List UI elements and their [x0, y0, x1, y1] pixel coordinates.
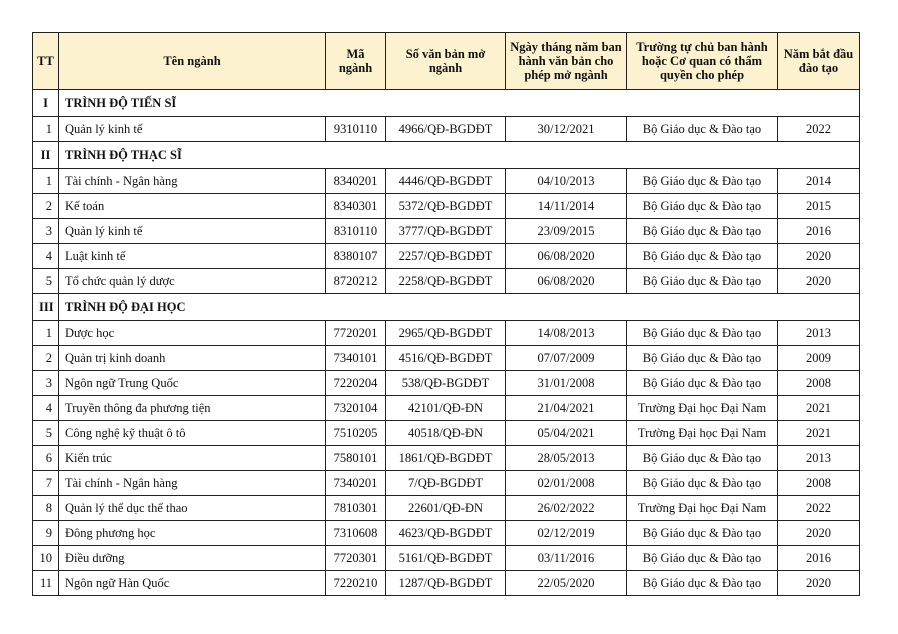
row-ten-nganh: Tài chính - Ngân hàng: [59, 471, 326, 496]
table-row: [33, 396, 860, 421]
section-roman: I: [33, 90, 59, 117]
row-nam-bat-dau: 2009: [778, 346, 860, 371]
header-ma-nganh: Mã ngành: [326, 33, 386, 90]
row-nam-bat-dau: 2021: [778, 421, 860, 446]
row-ten-nganh: Ngôn ngữ Hàn Quốc: [59, 571, 326, 596]
row-ten-nganh: Đông phương học: [59, 521, 326, 546]
section-row: [33, 90, 860, 117]
table-row: [33, 421, 860, 446]
row-nam-bat-dau: 2008: [778, 371, 860, 396]
row-tt: 1: [33, 117, 59, 142]
row-so-van-ban: 3777/QĐ-BGDĐT: [386, 219, 506, 244]
row-nam-bat-dau: 2013: [778, 446, 860, 471]
row-nam-bat-dau: 2022: [778, 117, 860, 142]
row-tt: 9: [33, 521, 59, 546]
row-ten-nganh: Công nghệ kỹ thuật ô tô: [59, 421, 326, 446]
row-so-van-ban: 5372/QĐ-BGDĐT: [386, 194, 506, 219]
row-so-van-ban: 2258/QĐ-BGDĐT: [386, 269, 506, 294]
header-ngay-thang: Ngày tháng năm ban hành văn bản cho phép mở ngành: [506, 33, 627, 90]
row-so-van-ban: 40518/QĐ-ĐN: [386, 421, 506, 446]
row-ma-nganh: 7510205: [326, 421, 386, 446]
row-ma-nganh: 9310110: [326, 117, 386, 142]
row-tt: 1: [33, 169, 59, 194]
row-ngay-thang: 14/11/2014: [506, 194, 627, 219]
table-row: [33, 446, 860, 471]
row-ngay-thang: 06/08/2020: [506, 269, 627, 294]
row-truong: Bộ Giáo dục & Đào tạo: [627, 269, 778, 294]
header-nam-bat-dau: Năm bắt đầu đào tạo: [778, 33, 860, 90]
row-ma-nganh: 8720212: [326, 269, 386, 294]
table-row: [33, 169, 860, 194]
row-ngay-thang: 22/05/2020: [506, 571, 627, 596]
row-ngay-thang: 31/01/2008: [506, 371, 627, 396]
row-tt: 4: [33, 396, 59, 421]
row-truong: Bộ Giáo dục & Đào tạo: [627, 117, 778, 142]
row-so-van-ban: 4446/QĐ-BGDĐT: [386, 169, 506, 194]
row-tt: 5: [33, 421, 59, 446]
row-ngay-thang: 05/04/2021: [506, 421, 627, 446]
row-tt: 4: [33, 244, 59, 269]
row-tt: 3: [33, 219, 59, 244]
row-ma-nganh: 8340201: [326, 169, 386, 194]
row-truong: Bộ Giáo dục & Đào tạo: [627, 194, 778, 219]
row-ten-nganh: Luật kinh tế: [59, 244, 326, 269]
row-ngay-thang: 02/12/2019: [506, 521, 627, 546]
row-ngay-thang: 21/04/2021: [506, 396, 627, 421]
section-title: TRÌNH ĐỘ THẠC SĨ: [59, 142, 860, 169]
row-so-van-ban: 4966/QĐ-BGDĐT: [386, 117, 506, 142]
row-ma-nganh: 7320104: [326, 396, 386, 421]
header-ten-nganh: Tên ngành: [59, 33, 326, 90]
row-tt: 6: [33, 446, 59, 471]
row-ngay-thang: 26/02/2022: [506, 496, 627, 521]
row-ten-nganh: Kế toán: [59, 194, 326, 219]
row-ten-nganh: Quản lý kinh tế: [59, 117, 326, 142]
row-ngay-thang: 06/08/2020: [506, 244, 627, 269]
row-tt: 2: [33, 346, 59, 371]
table-row: [33, 546, 860, 571]
section-title: TRÌNH ĐỘ TIẾN SĨ: [59, 90, 860, 117]
row-nam-bat-dau: 2014: [778, 169, 860, 194]
row-ngay-thang: 03/11/2016: [506, 546, 627, 571]
row-truong: Trường Đại học Đại Nam: [627, 421, 778, 446]
row-so-van-ban: 1861/QĐ-BGDĐT: [386, 446, 506, 471]
row-truong: Bộ Giáo dục & Đào tạo: [627, 471, 778, 496]
table-row: [33, 194, 860, 219]
row-ma-nganh: 7340101: [326, 346, 386, 371]
row-tt: 5: [33, 269, 59, 294]
row-ngay-thang: 02/01/2008: [506, 471, 627, 496]
row-ngay-thang: 14/08/2013: [506, 321, 627, 346]
row-ten-nganh: Quản lý thể dục thể thao: [59, 496, 326, 521]
row-nam-bat-dau: 2020: [778, 521, 860, 546]
row-tt: 7: [33, 471, 59, 496]
row-tt: 11: [33, 571, 59, 596]
row-truong: Bộ Giáo dục & Đào tạo: [627, 521, 778, 546]
table-row: [33, 571, 860, 596]
row-so-van-ban: 538/QĐ-BGDĐT: [386, 371, 506, 396]
row-tt: 1: [33, 321, 59, 346]
row-truong: Bộ Giáo dục & Đào tạo: [627, 571, 778, 596]
row-truong: Bộ Giáo dục & Đào tạo: [627, 169, 778, 194]
row-ma-nganh: 8310110: [326, 219, 386, 244]
section-row: [33, 142, 860, 169]
row-ma-nganh: 7580101: [326, 446, 386, 471]
row-nam-bat-dau: 2013: [778, 321, 860, 346]
row-nam-bat-dau: 2022: [778, 496, 860, 521]
header-tt: TT: [33, 33, 59, 90]
row-tt: 2: [33, 194, 59, 219]
table-header-row: [33, 33, 860, 90]
table-row: [33, 219, 860, 244]
row-truong: Trường Đại học Đại Nam: [627, 396, 778, 421]
row-ma-nganh: 8380107: [326, 244, 386, 269]
row-so-van-ban: 1287/QĐ-BGDĐT: [386, 571, 506, 596]
row-truong: Bộ Giáo dục & Đào tạo: [627, 446, 778, 471]
row-ngay-thang: 23/09/2015: [506, 219, 627, 244]
row-ten-nganh: Kiến trúc: [59, 446, 326, 471]
row-tt: 8: [33, 496, 59, 521]
table-body: [33, 90, 860, 596]
row-truong: Trường Đại học Đại Nam: [627, 496, 778, 521]
row-nam-bat-dau: 2008: [778, 471, 860, 496]
row-ngay-thang: 07/07/2009: [506, 346, 627, 371]
row-truong: Bộ Giáo dục & Đào tạo: [627, 371, 778, 396]
row-so-van-ban: 4623/QĐ-BGDĐT: [386, 521, 506, 546]
section-roman: III: [33, 294, 59, 321]
row-tt: 10: [33, 546, 59, 571]
row-nam-bat-dau: 2021: [778, 396, 860, 421]
row-ngay-thang: 04/10/2013: [506, 169, 627, 194]
row-so-van-ban: 2965/QĐ-BGDĐT: [386, 321, 506, 346]
table-row: [33, 117, 860, 142]
row-nam-bat-dau: 2020: [778, 244, 860, 269]
row-truong: Bộ Giáo dục & Đào tạo: [627, 321, 778, 346]
table-row: [33, 471, 860, 496]
row-ma-nganh: 8340301: [326, 194, 386, 219]
row-ma-nganh: 7810301: [326, 496, 386, 521]
row-ma-nganh: 7310608: [326, 521, 386, 546]
row-ten-nganh: Điều dưỡng: [59, 546, 326, 571]
table-row: [33, 521, 860, 546]
row-nam-bat-dau: 2016: [778, 546, 860, 571]
header-so-van-ban: Số văn bản mở ngành: [386, 33, 506, 90]
table-row: [33, 244, 860, 269]
row-ten-nganh: Tổ chức quản lý dược: [59, 269, 326, 294]
section-roman: II: [33, 142, 59, 169]
row-ten-nganh: Quản trị kinh doanh: [59, 346, 326, 371]
row-so-van-ban: 7/QĐ-BGDĐT: [386, 471, 506, 496]
row-ten-nganh: Truyền thông đa phương tiện: [59, 396, 326, 421]
row-so-van-ban: 5161/QĐ-BGDĐT: [386, 546, 506, 571]
row-nam-bat-dau: 2020: [778, 269, 860, 294]
row-truong: Bộ Giáo dục & Đào tạo: [627, 346, 778, 371]
row-nam-bat-dau: 2016: [778, 219, 860, 244]
row-ma-nganh: 7720301: [326, 546, 386, 571]
row-ten-nganh: Dược học: [59, 321, 326, 346]
row-ten-nganh: Tài chính - Ngân hàng: [59, 169, 326, 194]
row-ma-nganh: 7720201: [326, 321, 386, 346]
table-row: [33, 269, 860, 294]
row-so-van-ban: 22601/QĐ-ĐN: [386, 496, 506, 521]
section-title: TRÌNH ĐỘ ĐẠI HỌC: [59, 294, 860, 321]
header-truong: Trường tự chủ ban hành hoặc Cơ quan có thẩm quyền cho phép: [627, 33, 778, 90]
row-ma-nganh: 7340201: [326, 471, 386, 496]
row-truong: Bộ Giáo dục & Đào tạo: [627, 244, 778, 269]
row-truong: Bộ Giáo dục & Đào tạo: [627, 546, 778, 571]
row-truong: Bộ Giáo dục & Đào tạo: [627, 219, 778, 244]
section-row: [33, 294, 860, 321]
row-so-van-ban: 42101/QĐ-ĐN: [386, 396, 506, 421]
program-table: [32, 32, 860, 596]
row-ma-nganh: 7220204: [326, 371, 386, 396]
table-row: [33, 496, 860, 521]
program-table-container: [32, 32, 859, 596]
row-ngay-thang: 30/12/2021: [506, 117, 627, 142]
row-so-van-ban: 4516/QĐ-BGDĐT: [386, 346, 506, 371]
row-ten-nganh: Quản lý kinh tế: [59, 219, 326, 244]
row-ngay-thang: 28/05/2013: [506, 446, 627, 471]
row-ten-nganh: Ngôn ngữ Trung Quốc: [59, 371, 326, 396]
table-row: [33, 321, 860, 346]
row-nam-bat-dau: 2015: [778, 194, 860, 219]
row-tt: 3: [33, 371, 59, 396]
table-row: [33, 371, 860, 396]
row-ma-nganh: 7220210: [326, 571, 386, 596]
table-row: [33, 346, 860, 371]
row-nam-bat-dau: 2020: [778, 571, 860, 596]
row-so-van-ban: 2257/QĐ-BGDĐT: [386, 244, 506, 269]
